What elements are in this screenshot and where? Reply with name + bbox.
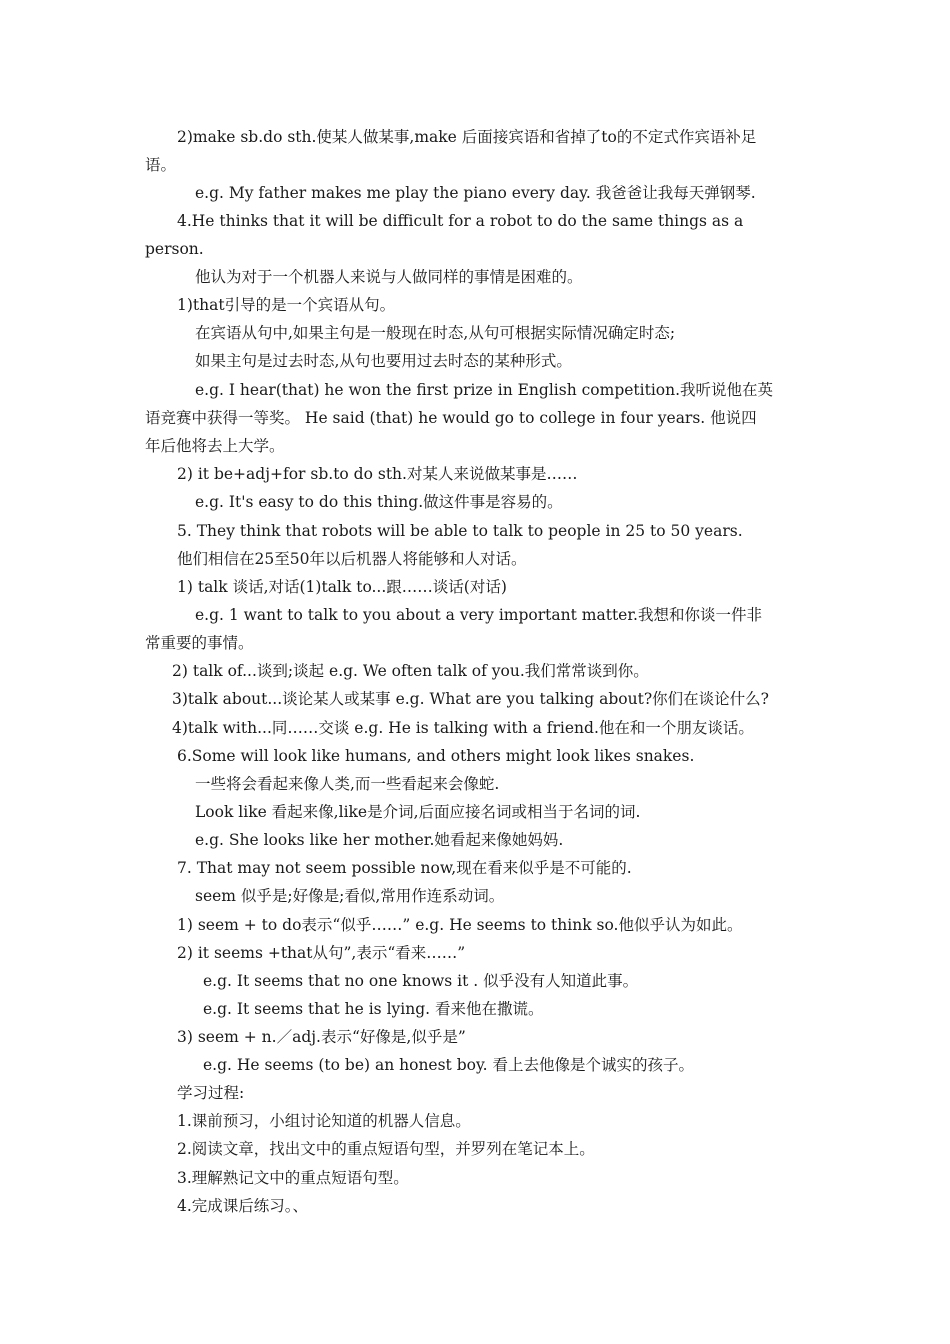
- text-line-3: e.g. My father makes me play the piano every day. 我爸爸让我每天弹钢琴.: [195, 184, 756, 202]
- text-line-14: e.g. It's easy to do this thing.做这件事是容易的。: [195, 493, 563, 511]
- text-line-10: e.g. I hear(that) he won the first prize in English competition.我听说他在英: [195, 381, 774, 399]
- text-line-28: seem 似乎是;好像是;看似,常用作连系动词。: [195, 887, 505, 905]
- text-line-36: 1.课前预习，小组讨论知道的机器人信息。: [177, 1112, 471, 1130]
- text-line-29: 1) seem + to do表示“似乎……” e.g. He seems to think so.他似乎认为如此。: [177, 916, 743, 934]
- text-line-25: Look like 看起来像,like是介词,后面应接名词或相当于名词的词.: [195, 803, 641, 821]
- text-line-35: 学习过程:: [177, 1084, 245, 1102]
- text-line-7: 1)that引导的是一个宾语从句。: [177, 296, 396, 314]
- text-line-33: 3) seem + n.／adj.表示“好像是,似乎是”: [177, 1028, 466, 1046]
- text-line-20: 2) talk of...谈到;谈起 e.g. We often talk of you.我们常常谈到你。: [172, 662, 649, 680]
- text-line-21: 3)talk about...谈论某人或某事 e.g. What are you talking about?你们在谈论什么?: [172, 690, 769, 708]
- text-line-16: 他们相信在25至50年以后机器人将能够和人对话。: [177, 550, 527, 568]
- text-line-19: 常重要的事情。: [145, 634, 254, 652]
- text-line-17: 1) talk 谈话,对话(1)talk to...跟……谈话(对话): [177, 578, 507, 596]
- text-line-23: 6.Some will look like humans, and others might look likes snakes.: [177, 747, 695, 765]
- text-line-31: e.g. It seems that no one knows it . 似乎没有人知道此事。: [203, 972, 639, 990]
- text-line-6: 他认为对于一个机器人来说与人做同样的事情是困难的。: [195, 268, 583, 286]
- text-line-5: person.: [145, 240, 204, 258]
- text-line-27: 7. That may not seem possible now,现在看来似乎是不可能的.: [177, 859, 632, 877]
- text-line-26: e.g. She looks like her mother.她看起来像她妈妈.: [195, 831, 564, 849]
- text-line-15: 5. They think that robots will be able to talk to people in 25 to 50 years.: [177, 522, 743, 540]
- text-line-39: 4.完成课后练习。、: [177, 1197, 309, 1215]
- text-line-32: e.g. It seems that he is lying. 看来他在撒谎。: [203, 1000, 544, 1018]
- text-line-11: 语竞赛中获得一等奖。 He said (that) he would go to college in four years. 他说四: [145, 409, 757, 427]
- text-line-8: 在宾语从句中,如果主句是一般现在时态,从句可根据实际情况确定时态;: [195, 324, 676, 342]
- text-line-18: e.g. 1 want to talk to you about a very important matter.我想和你谈一件非: [195, 606, 762, 624]
- text-line-2: 语。: [145, 156, 177, 174]
- text-line-12: 年后他将去上大学。: [145, 437, 285, 455]
- text-line-24: 一些将会看起来像人类,而一些看起来会像蛇.: [195, 775, 500, 793]
- text-line-38: 3.理解熟记文中的重点短语句型。: [177, 1169, 409, 1187]
- text-line-4: 4.He thinks that it will be difficult for a robot to do the same things as a: [177, 212, 744, 230]
- text-line-13: 2) it be+adj+for sb.to do sth.对某人来说做某事是……: [177, 465, 578, 483]
- text-line-22: 4)talk with...同……交谈 e.g. He is talking with a friend.他在和一个朋友谈话。: [172, 719, 754, 737]
- text-line-9: 如果主句是过去时态,从句也要用过去时态的某种形式。: [195, 352, 572, 370]
- text-line-30: 2) it seems +that从句”,表示“看来……”: [177, 944, 466, 962]
- text-line-1: 2)make sb.do sth.使某人做某事,make 后面接宾语和省掉了to的不定式作宾语补足: [177, 128, 757, 146]
- text-line-34: e.g. He seems (to be) an honest boy. 看上去他像是个诚实的孩子。: [203, 1056, 695, 1074]
- text-line-37: 2.阅读文章，找出文中的重点短语句型，并罗列在笔记本上。: [177, 1140, 595, 1158]
